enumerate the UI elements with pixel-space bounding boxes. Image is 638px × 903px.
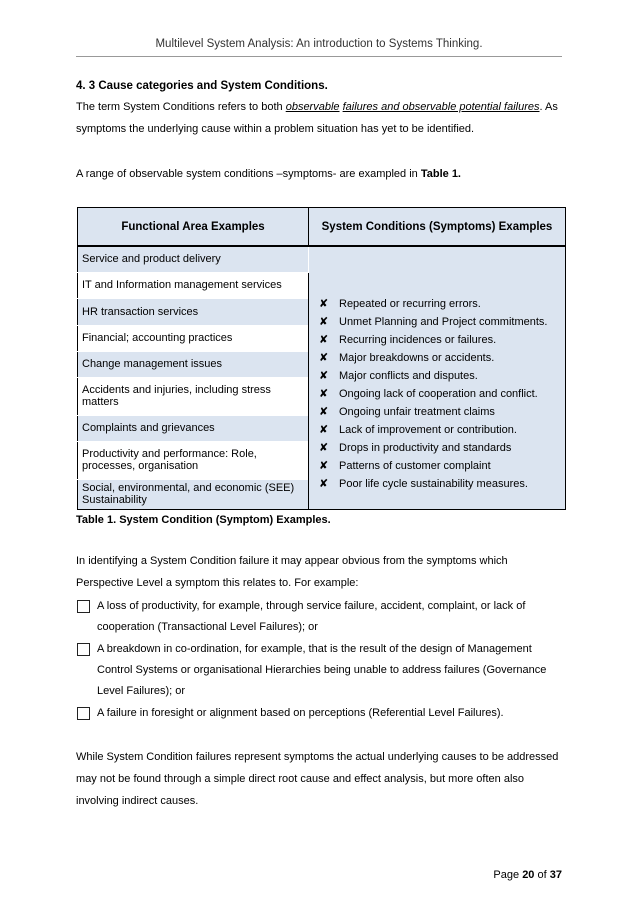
- example-item: A failure in foresight or alignment based on perceptions (Referential Level Failures).: [76, 703, 566, 724]
- checkbox-icon: [77, 600, 90, 613]
- conditions-cell: [309, 246, 566, 509]
- table-ref: Table 1.: [420, 168, 461, 180]
- body-paragraph: In identifying a System Condition failure it may appear obvious from the symptoms which Perspective Level a symptom this relates to. For example:: [76, 555, 508, 589]
- page-total: 37: [549, 869, 562, 881]
- example-list: [76, 596, 566, 724]
- conditions-list: [317, 247, 557, 492]
- cross-icon: ✘: [319, 388, 329, 400]
- condition-item: ✘ Major conflicts and disputes.: [319, 370, 478, 382]
- condition-item: ✘ Drops in productivity and standards: [319, 442, 512, 454]
- functional-area-cell: Financial; accounting practices: [78, 325, 309, 351]
- functional-area-cell: Complaints and grievances: [78, 415, 309, 441]
- cross-icon: ✘: [319, 352, 329, 364]
- condition-item: ✘ Unmet Planning and Project commitments.: [319, 316, 548, 328]
- cross-icon: ✘: [319, 442, 329, 454]
- column-header-system-conditions: System Conditions (Symptoms) Examples: [309, 208, 566, 247]
- functional-area-cell: IT and Information management services: [78, 272, 309, 298]
- failures-term: failures and observable potential failures: [342, 101, 540, 113]
- cross-icon: ✘: [319, 370, 329, 382]
- example-item: A breakdown in co-ordination, for example, that is the result of the design of Management Control Systems or organisational Hierarchies being unable to address failures (Governance Level Failures); or: [76, 639, 566, 702]
- header-rule: [76, 56, 562, 57]
- functional-area-cell: Service and product delivery: [78, 246, 309, 272]
- system-conditions-table: [77, 207, 566, 510]
- condition-item: ✘ Ongoing unfair treatment claims: [319, 406, 495, 418]
- cross-icon: ✘: [319, 334, 329, 346]
- table-caption: Table 1. System Condition (Symptom) Examples.: [76, 514, 331, 526]
- page-footer: Page 20 of 37: [493, 869, 562, 881]
- functional-area-cell: Social, environmental, and economic (SEE) Sustainability: [78, 479, 309, 509]
- column-header-functional-area: Functional Area Examples: [78, 208, 309, 247]
- condition-item: ✘ Repeated or recurring errors.: [319, 298, 481, 310]
- condition-item: ✘ Major breakdowns or accidents.: [319, 352, 495, 364]
- checkbox-icon: [77, 707, 90, 720]
- cross-icon: ✘: [319, 406, 329, 418]
- cross-icon: ✘: [319, 424, 329, 436]
- table-reference-paragraph: A range of observable system conditions –symptoms- are exampled in Table 1.: [76, 168, 461, 180]
- closing-paragraph: While System Condition failures represent symptoms the actual underlying causes to be addressed may not be found through a simple direct root cause and effect analysis, but more often also involving indirect causes.: [76, 751, 559, 807]
- condition-item: ✘ Lack of improvement or contribution.: [319, 424, 517, 436]
- section-heading: 4. 3 Cause categories and System Conditions.: [76, 80, 328, 92]
- functional-area-cell: Accidents and injuries, including stress matters: [78, 377, 309, 415]
- functional-area-cell: Productivity and performance: Role, processes, organisation: [78, 441, 309, 479]
- checkbox-icon: [77, 643, 90, 656]
- condition-item: ✘ Patterns of customer complaint: [319, 460, 491, 472]
- condition-item: ✘ Ongoing lack of cooperation and conflict.: [319, 388, 538, 400]
- functional-area-cell: HR transaction services: [78, 298, 309, 325]
- page-number: 20: [522, 869, 535, 881]
- running-header: Multilevel System Analysis: An introduction to Systems Thinking.: [155, 38, 483, 50]
- example-item: A loss of productivity, for example, through service failure, accident, complaint, or lack of cooperation (Transactional Level Failures); or: [76, 596, 566, 638]
- observable-term: observable: [285, 101, 340, 113]
- intro-paragraph: The term System Conditions refers to both observable failures and observable potential failures. As symptoms the underlying cause within a problem situation has yet to be identified.: [76, 101, 558, 135]
- condition-item: ✘ Recurring incidences or failures.: [319, 334, 497, 346]
- condition-item: ✘ Poor life cycle sustainability measures.: [319, 478, 528, 490]
- cross-icon: ✘: [319, 478, 329, 490]
- cross-icon: ✘: [319, 316, 329, 328]
- functional-area-cell: Change management issues: [78, 351, 309, 377]
- cross-icon: ✘: [319, 298, 329, 310]
- cross-icon: ✘: [319, 460, 329, 472]
